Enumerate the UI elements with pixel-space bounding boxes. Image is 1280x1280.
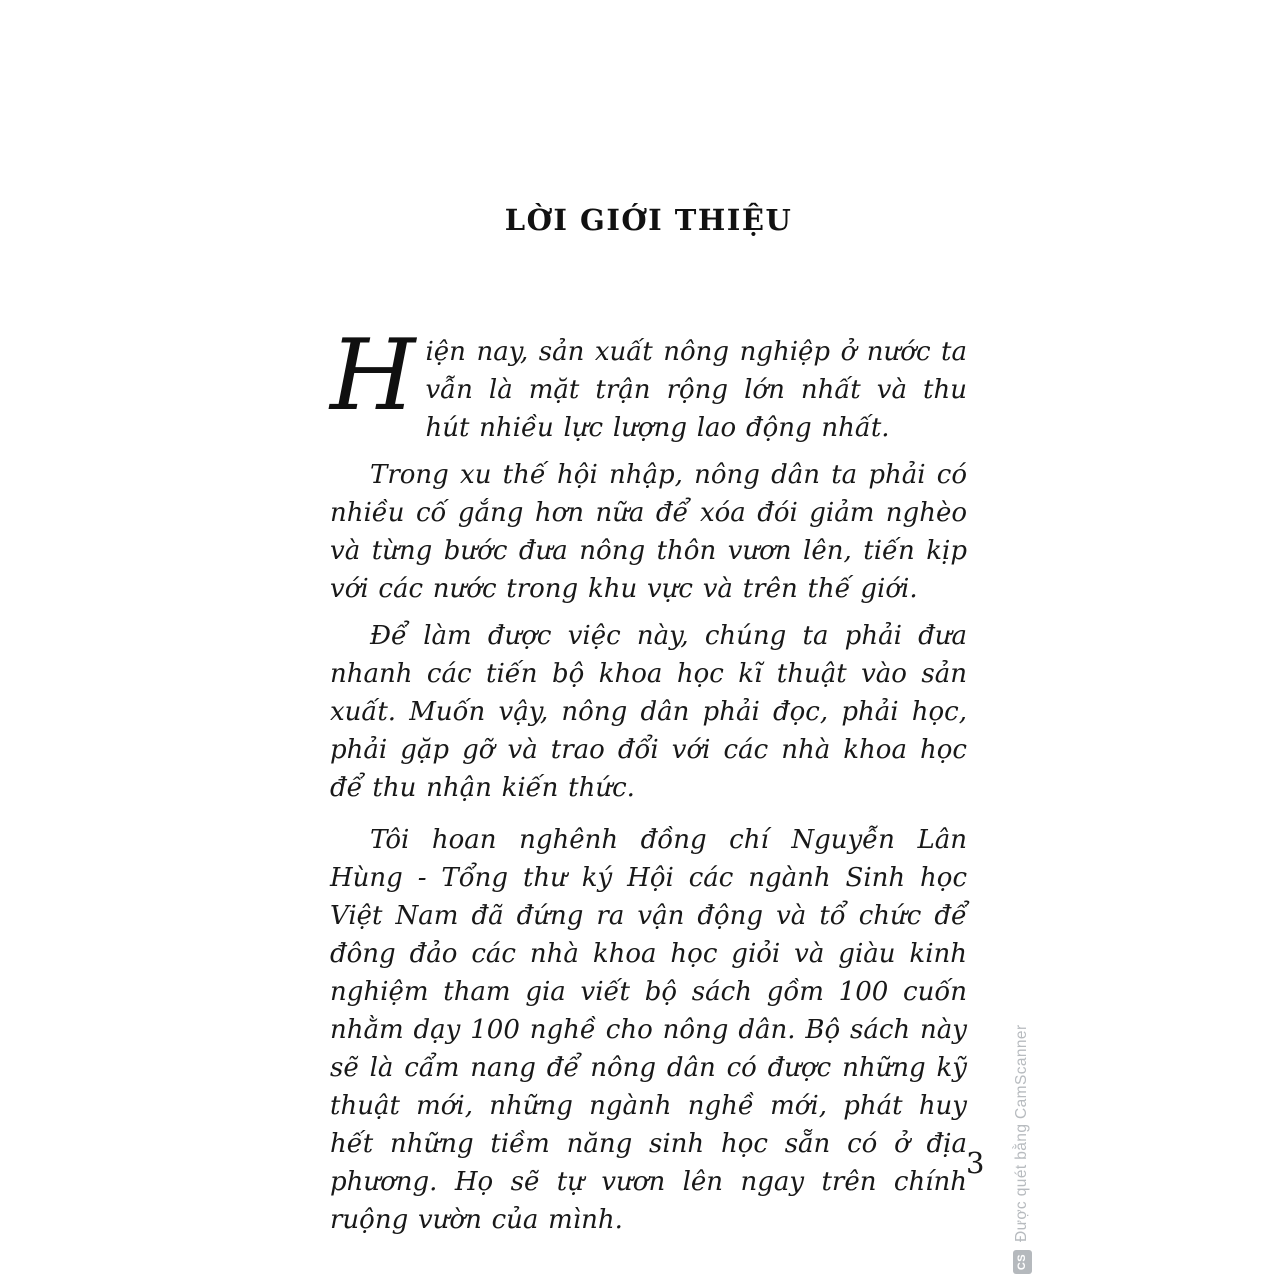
page-number: 3 bbox=[966, 1146, 985, 1180]
paragraph-4: Tôi hoan nghênh đồng chí Nguyễn Lân Hùng - Tổng thư ký Hội các ngành Sinh học Việt Nam đã đứng ra vận động và tổ chức để đông đảo các nhà khoa học giỏi và giàu kinh nghiệm tham gia viết bộ sách gồm 100 cuốn nhằm dạy 100 nghề cho nông dân. Bộ sách này sẽ là cẩm nang để nông dân có được những kỹ thuật mới, những ngành nghề mới, phát huy hết những tiềm năng sinh học sẵn có ở địa phương. Họ sẽ tự vươn lên ngay trên chính ruộng vườn của mình. bbox=[330, 825, 967, 1235]
paragraph-3: Để làm được việc này, chúng ta phải đưa nhanh các tiến bộ khoa học kĩ thuật vào sản xuất. Muốn vậy, nông dân phải đọc, phải học, phải gặp gỡ và trao đổi với các nhà khoa học để thu nhận kiến thức. bbox=[330, 621, 967, 803]
page-title: LỜI GIỚI THIỆU bbox=[504, 203, 793, 237]
paragraph-2: Trong xu thế hội nhập, nông dân ta phải có nhiều cố gắng hơn nữa để xóa đói giảm nghèo và từng bước đưa nông thôn vươn lên, tiến kịp với các nước trong khu vực và trên thế giới. bbox=[330, 460, 967, 604]
camscanner-watermark bbox=[1008, 1024, 1036, 1274]
page-content bbox=[330, 203, 967, 1248]
camscanner-watermark-text: Được quét bằng CamScanner bbox=[1013, 1024, 1030, 1242]
body-text bbox=[330, 319, 967, 1239]
camscanner-icon: CS bbox=[1013, 1250, 1032, 1274]
paragraph-1 bbox=[330, 319, 967, 447]
paragraph-1-text: iện nay, sản xuất nông nghiệp ở nước ta vẫn là mặt trận rộng lớn nhất và thu hút nhiều lực lượng lao động nhất. bbox=[425, 337, 967, 443]
drop-cap: H bbox=[330, 319, 416, 433]
